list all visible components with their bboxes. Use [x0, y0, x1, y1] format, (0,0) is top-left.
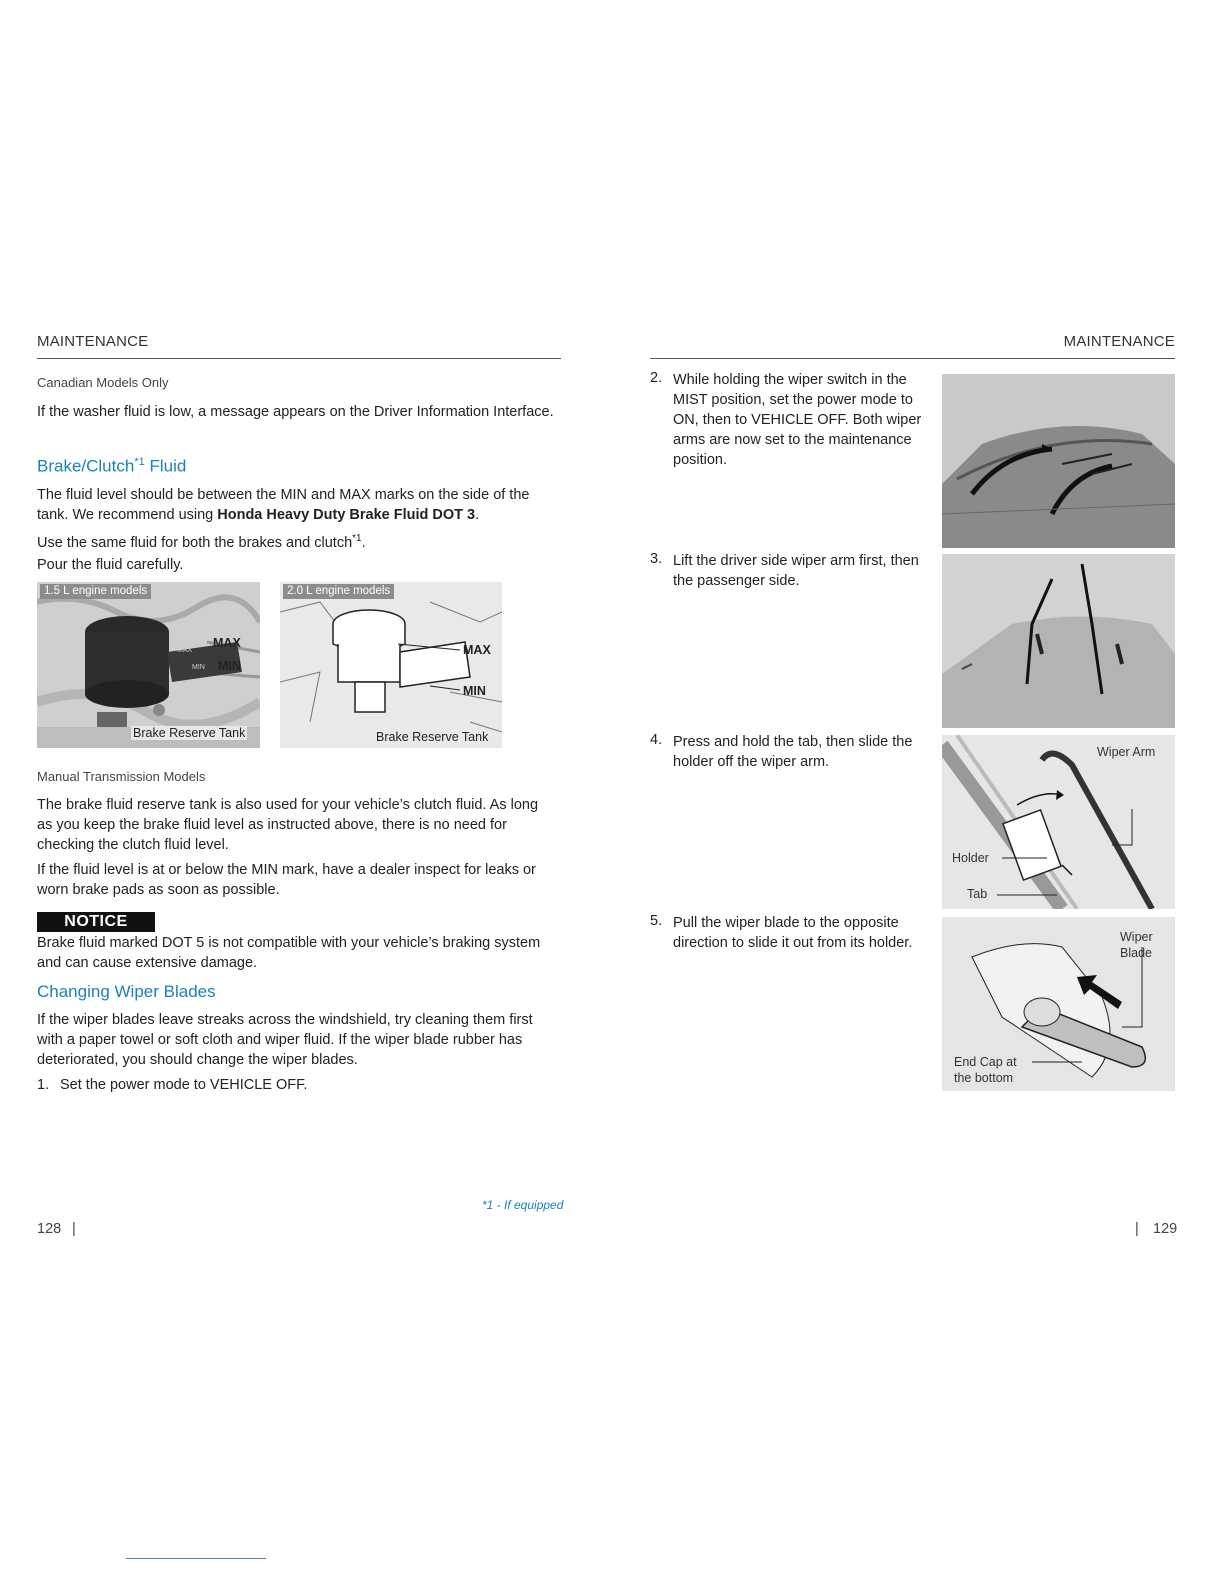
changing-wiper-blades-heading: Changing Wiper Blades [37, 982, 216, 1001]
page-number-right: 129 [1153, 1221, 1178, 1237]
lifted-wipers-illustration [942, 554, 1175, 728]
tab-label: Tab [967, 887, 988, 901]
brake-clutch-heading: Brake/Clutch$^{*1}$ Fluid [37, 456, 187, 476]
wiper-arm-label: Wiper Arm [1097, 745, 1156, 759]
notice-text: Brake fluid marked DOT 5 is not compatible with your vehicle’s braking system and can cause extensive damage. [37, 935, 541, 971]
page-number-left: 128 [37, 1221, 62, 1237]
wiper-maintenance-position-figure [942, 374, 1175, 548]
brake-tank-figure-15l [37, 582, 260, 748]
lift-wiper-arms-figure [942, 554, 1175, 728]
step-2-number: 2. [650, 370, 663, 386]
fluid-paragraph-3: Pour the fluid carefully. [37, 557, 184, 573]
fluid-paragraph-2: Use the same fluid for both the brakes and clutch$^{*1}$. [37, 533, 366, 551]
brake-tank-figure-20l [280, 582, 502, 748]
header-right: MAINTENANCE [1063, 333, 1175, 350]
wiper-holder-illustration [942, 735, 1175, 909]
header-left: MAINTENANCE [37, 333, 149, 350]
step-3-text: Lift the driver side wiper arm first, then the passenger side. [673, 553, 919, 589]
page-separator-right: | [1135, 1221, 1139, 1237]
header-rule-left [37, 358, 561, 359]
caption-15l: Brake Reserve Tank [133, 726, 246, 740]
wiper-blade-label-line1: Wiper [1120, 930, 1153, 944]
wiper-paragraph: If the wiper blades leave streaks across the windshield, try cleaning them first with a paper towel or soft cloth and wiper fluid. If the wiper blade rubber has deteriorated, you should change the wiper blades. [37, 1012, 533, 1068]
step-3-number: 3. [650, 551, 663, 567]
page-separator-left: | [72, 1221, 76, 1237]
windshield-illustration [942, 374, 1175, 548]
mark-max-15l: MAX [177, 647, 193, 654]
wiper-blade-label-line2: Blade [1120, 946, 1152, 960]
canadian-models-label: Canadian Models Only [37, 375, 169, 390]
step-1-number: 1. [37, 1077, 50, 1093]
recommended-fluid: Honda Heavy Duty Brake Fluid DOT 3 [217, 507, 476, 523]
step-2-text: While holding the wiper switch in the MIST position, set the power mode to ON, then to VEHICLE OFF. Both wiper arms are now set to the maintenance position. [673, 372, 922, 468]
max-label-20l: MAX [463, 643, 491, 657]
wiper-blade-removal-figure [942, 917, 1175, 1091]
engine-tag-15l: 1.5 L engine models [40, 584, 151, 599]
holder-label: Holder [952, 851, 989, 865]
step-4-text: Press and hold the tab, then slide the holder off the wiper arm. [673, 734, 913, 770]
manual-paragraph-2: If the fluid level is at or below the MIN mark, have a dealer inspect for leaks or worn brake pads as soon as possible. [37, 862, 536, 898]
engine-tag-20l: 2.0 L engine models [283, 584, 394, 599]
mark-min-15l: MIN [192, 664, 205, 671]
min-label-15l: MIN [218, 659, 241, 673]
bottom-link-underline [126, 1558, 266, 1559]
step-1-text: Set the power mode to VEHICLE OFF. [60, 1077, 308, 1093]
washer-fluid-text: If the washer fluid is low, a message appears on the Driver Information Interface. [37, 404, 554, 420]
header-rule-right [650, 358, 1175, 359]
manual-transmission-label: Manual Transmission Models [37, 769, 206, 784]
fluid-paragraph-1: The fluid level should be between the MIN and MAX marks on the side of the tank. We recommend using Honda Heavy Duty Brake Fluid DOT 3. [37, 487, 530, 523]
step-5-number: 5. [650, 913, 663, 929]
step-4-number: 4. [650, 732, 663, 748]
footnote: *1 - If equipped [482, 1198, 564, 1212]
end-cap-label-line2: the bottom [954, 1071, 1014, 1085]
caption-20l: Brake Reserve Tank [376, 730, 489, 744]
brake-tank-20l-illustration [280, 582, 502, 748]
notice-badge: NOTICE [37, 912, 155, 932]
manual-paragraph-1: The brake fluid reserve tank is also used for your vehicle’s clutch fluid. As long as you keep the brake fluid level as instructed above, there is no need for checking the clutch fluid level. [37, 797, 539, 853]
wiper-holder-figure [942, 735, 1175, 909]
step-5-text: Pull the wiper blade to the opposite direction to slide it out from its holder. [673, 915, 913, 951]
end-cap-label-line1: End Cap at [954, 1055, 1017, 1069]
max-label-15l: MAX [213, 636, 241, 650]
min-label-20l: MIN [463, 684, 486, 698]
